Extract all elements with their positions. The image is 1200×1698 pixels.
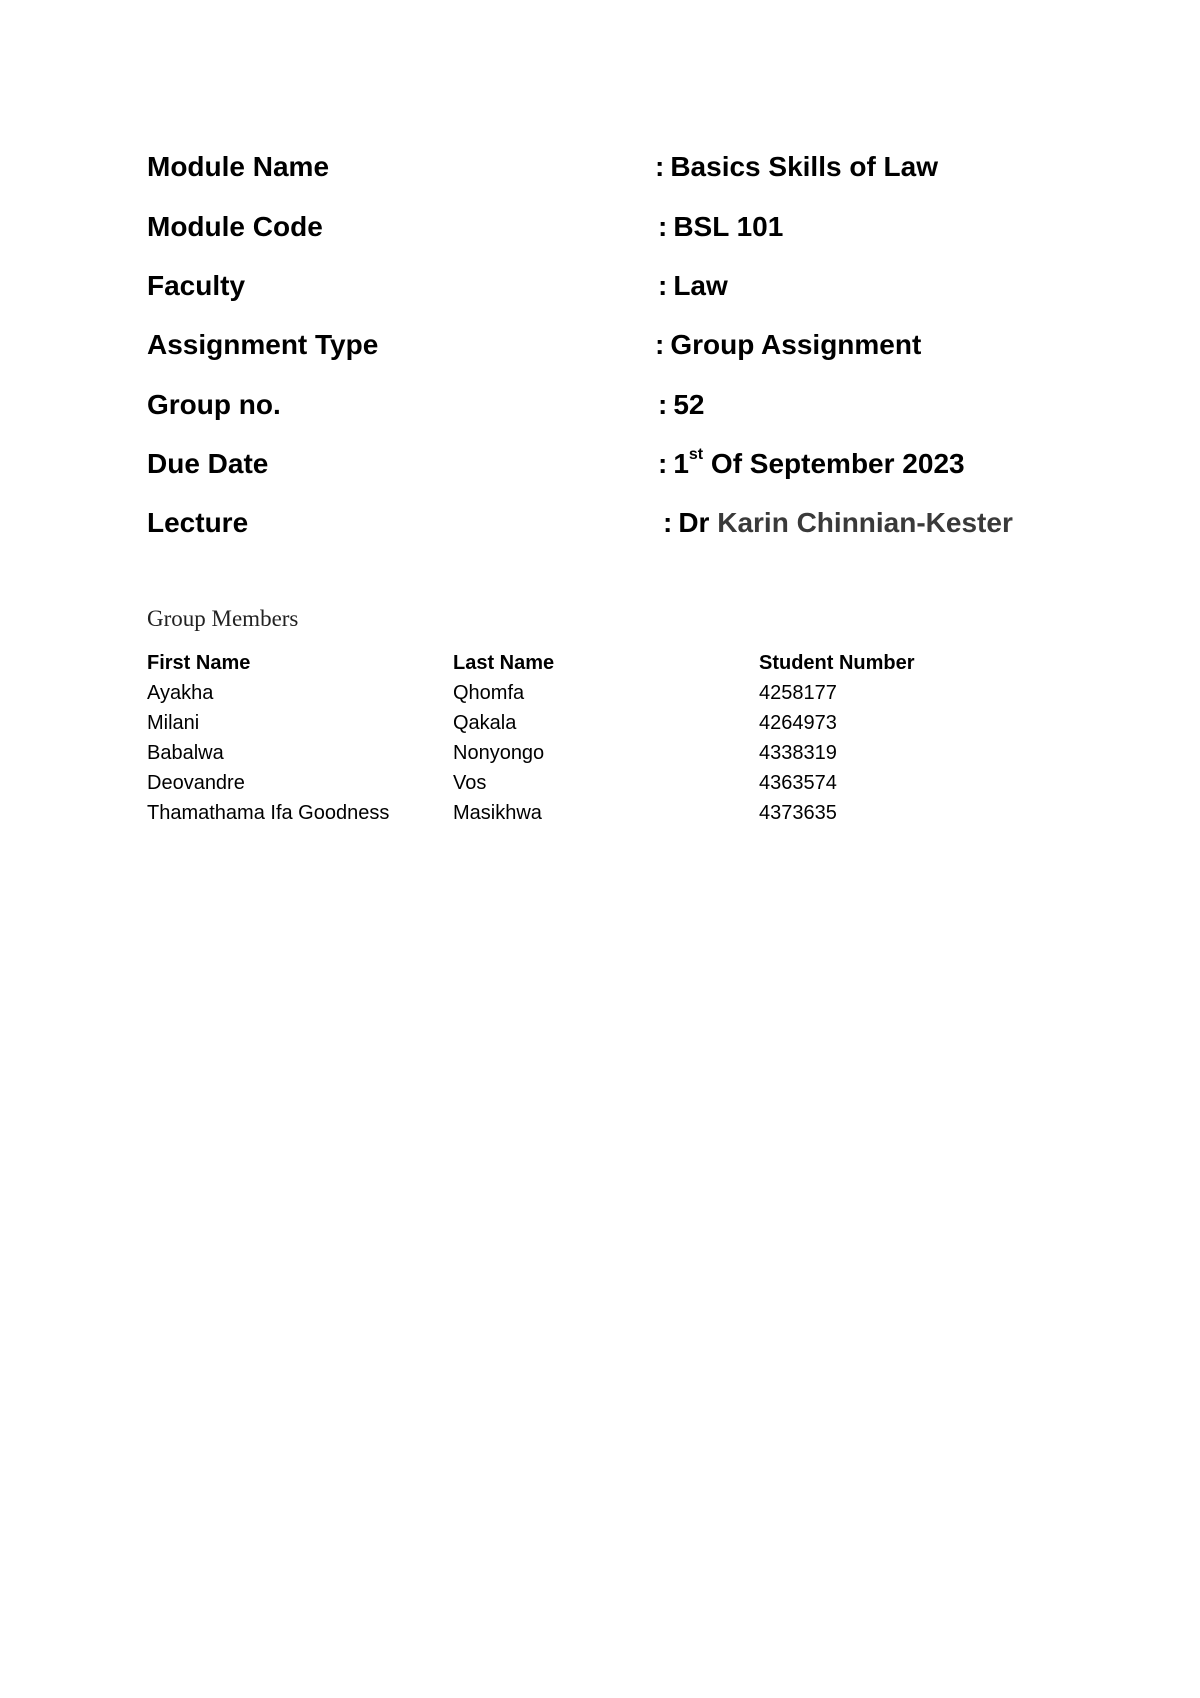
first-name-cell: Milani xyxy=(147,712,200,734)
faculty-label: Faculty xyxy=(147,270,246,301)
assignment-type-text: Group Assignment xyxy=(670,329,922,360)
lecturer-name: Karin Chinnian-Kester xyxy=(717,507,1013,538)
group-no-label: Group no. xyxy=(147,389,281,420)
first-name-cell: Thamathama Ifa Goodness xyxy=(147,802,390,824)
last-name-cell: Vos xyxy=(453,772,487,794)
column-header-last-name: Last Name xyxy=(453,652,555,674)
table-row xyxy=(147,738,1047,768)
assignment-type-row xyxy=(0,325,1200,365)
due-date-value xyxy=(658,444,965,484)
module-code-label: Module Code xyxy=(147,211,323,242)
colon: : xyxy=(658,389,668,420)
table-row xyxy=(147,798,1047,828)
group-no-text: 52 xyxy=(673,389,705,420)
student-number-cell: 4264973 xyxy=(759,712,837,734)
colon: : xyxy=(658,211,668,242)
module-name-value xyxy=(655,147,938,187)
table-row xyxy=(147,708,1047,738)
colon: : xyxy=(655,151,665,182)
group-members-table xyxy=(147,648,1047,828)
last-name-cell: Qakala xyxy=(453,712,517,734)
student-number-cell: 4363574 xyxy=(759,772,837,794)
lecture-label: Lecture xyxy=(147,507,249,538)
colon: : xyxy=(658,448,668,479)
group-members-heading: Group Members xyxy=(147,606,299,631)
module-code-value xyxy=(658,207,783,247)
module-code-text: BSL 101 xyxy=(673,211,784,242)
table-header-row xyxy=(147,648,1047,678)
lecture-value xyxy=(663,503,1013,543)
last-name-cell: Qhomfa xyxy=(453,682,525,704)
due-date-suffix: st xyxy=(688,445,704,463)
module-code-row xyxy=(0,207,1200,247)
due-date-row xyxy=(0,444,1200,484)
module-name-label: Module Name xyxy=(147,151,330,182)
colon: : xyxy=(663,507,673,538)
first-name-cell: Deovandre xyxy=(147,772,245,794)
due-date-label: Due Date xyxy=(147,448,269,479)
first-name-cell: Ayakha xyxy=(147,682,214,704)
first-name-cell: Babalwa xyxy=(147,742,224,764)
colon: : xyxy=(655,329,665,360)
group-no-row xyxy=(0,385,1200,425)
faculty-text: Law xyxy=(673,270,728,301)
lecture-row xyxy=(0,503,1200,543)
faculty-value xyxy=(658,266,728,306)
last-name-cell: Nonyongo xyxy=(453,742,545,764)
assignment-type-value xyxy=(655,325,921,365)
column-header-first-name: First Name xyxy=(147,652,251,674)
student-number-cell: 4258177 xyxy=(759,682,837,704)
due-date-rest: Of September 2023 xyxy=(710,448,965,479)
faculty-row xyxy=(0,266,1200,306)
student-number-cell: 4373635 xyxy=(759,802,837,824)
due-date-day: 1 xyxy=(673,448,689,479)
student-number-cell: 4338319 xyxy=(759,742,837,764)
module-name-text: Basics Skills of Law xyxy=(670,151,938,182)
module-name-row xyxy=(0,147,1200,187)
table-row xyxy=(147,768,1047,798)
lecture-title: Dr xyxy=(678,507,710,538)
table-row xyxy=(147,678,1047,708)
column-header-student-number: Student Number xyxy=(759,652,915,674)
colon: : xyxy=(658,270,668,301)
group-no-value xyxy=(658,385,704,425)
last-name-cell: Masikhwa xyxy=(453,802,542,824)
assignment-type-label: Assignment Type xyxy=(147,329,379,360)
